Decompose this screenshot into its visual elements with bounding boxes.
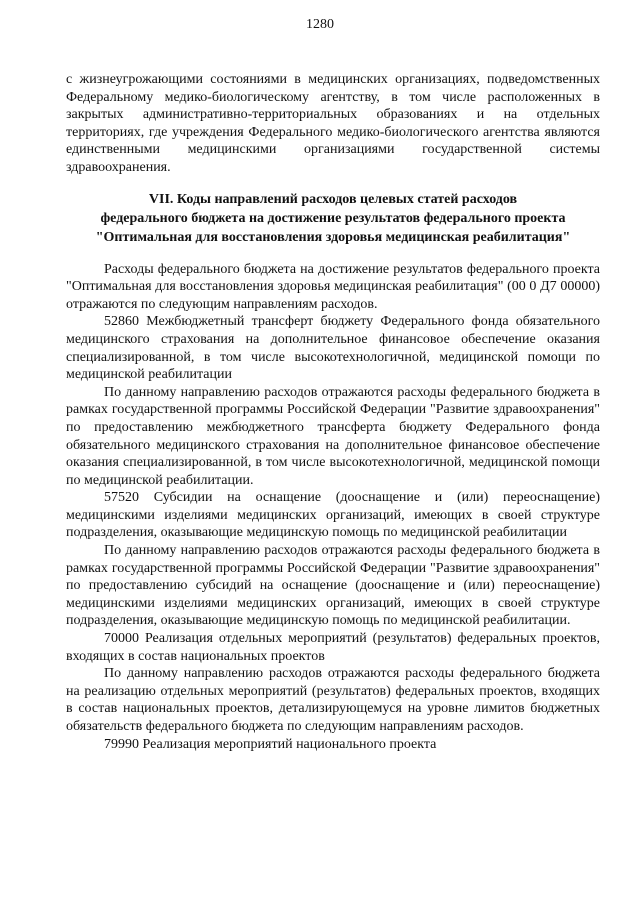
document-body [66, 71, 600, 753]
paragraph-70000-description: По данному направлению расходов отражаются расходы федерального бюджета на реализацию отдельных мероприятий (результатов) федеральных проектов, входящих в состав национальных проектов, детализирующемуся на уровне лимитов бюджетных обязательств федерального бюджета по следующим направлениям расходов. [66, 666, 600, 734]
paragraph-code-70000: 70000 Реализация отдельных мероприятий (результатов) федеральных проектов, входящих в состав национальных проектов [66, 631, 600, 664]
paragraph-code-52860: 52860 Межбюджетный трансферт бюджету Федерального фонда обязательного медицинского страхования на дополнительное финансовое обеспечение оказания специализированной, в том числе высокотехнологичной, медицинской помощи по медицинской реабилитации [66, 314, 600, 383]
page-number: 1280 [306, 17, 334, 32]
paragraph-57520-description: По данному направлению расходов отражаются расходы федерального бюджета в рамках государственной программы Российской Федерации "Развитие здравоохранения" по предоставлению субсидий на оснащение (дооснащение и (или) переоснащение) медицинскими изделиями медицинских организаций, имеющих в своей структуре подразделения, оказывающие медицинскую помощь по медицинской реабилитации. [66, 543, 600, 629]
section-heading [66, 190, 600, 247]
heading-line-1: VII. Коды направлений расходов целевых статей расходов [148, 191, 518, 207]
heading-line-2: федерального бюджета на достижение результатов федерального проекта [100, 210, 566, 226]
paragraph-expenses-intro: Расходы федерального бюджета на достижение результатов федерального проекта "Оптимальная для восстановления здоровья медицинская реабилитация" (00 0 Д7 00000) отражаются по следующим направлениям расходов. [66, 261, 600, 312]
heading-line-3: "Оптимальная для восстановления здоровья медицинская реабилитация" [95, 229, 571, 245]
intro-paragraph: с жизнеугрожающими состояниями в медицинских организациях, подведомственных Федеральному медико-биологическому агентству, в том числе расположенных в закрытых административно-территориальных образованиях и на отдельных территориях, где учреждения Федерального медико-биологического агентства являются единственными медицинскими организациями государственной системы здравоохранения. [66, 72, 600, 175]
paragraph-52860-description: По данному направлению расходов отражаются расходы федерального бюджета в рамках государственной программы Российской Федерации "Развитие здравоохранения" по предоставлению межбюджетного трансферта бюджету Федерального фонда обязательного медицинского страхования на дополнительное финансовое обеспечение оказания специализированной, в том числе высокотехнологичной, медицинской помощи по медицинской реабилитации. [66, 384, 600, 488]
paragraph-code-57520: 57520 Субсидии на оснащение (дооснащение и (или) переоснащение) медицинскими изделиями медицинских организаций, имеющих в своей структуре подразделения, оказывающие медицинскую помощь по медицинской реабилитации [66, 490, 600, 541]
paragraph-code-79990: 79990 Реализация мероприятий национального проекта [104, 736, 437, 752]
